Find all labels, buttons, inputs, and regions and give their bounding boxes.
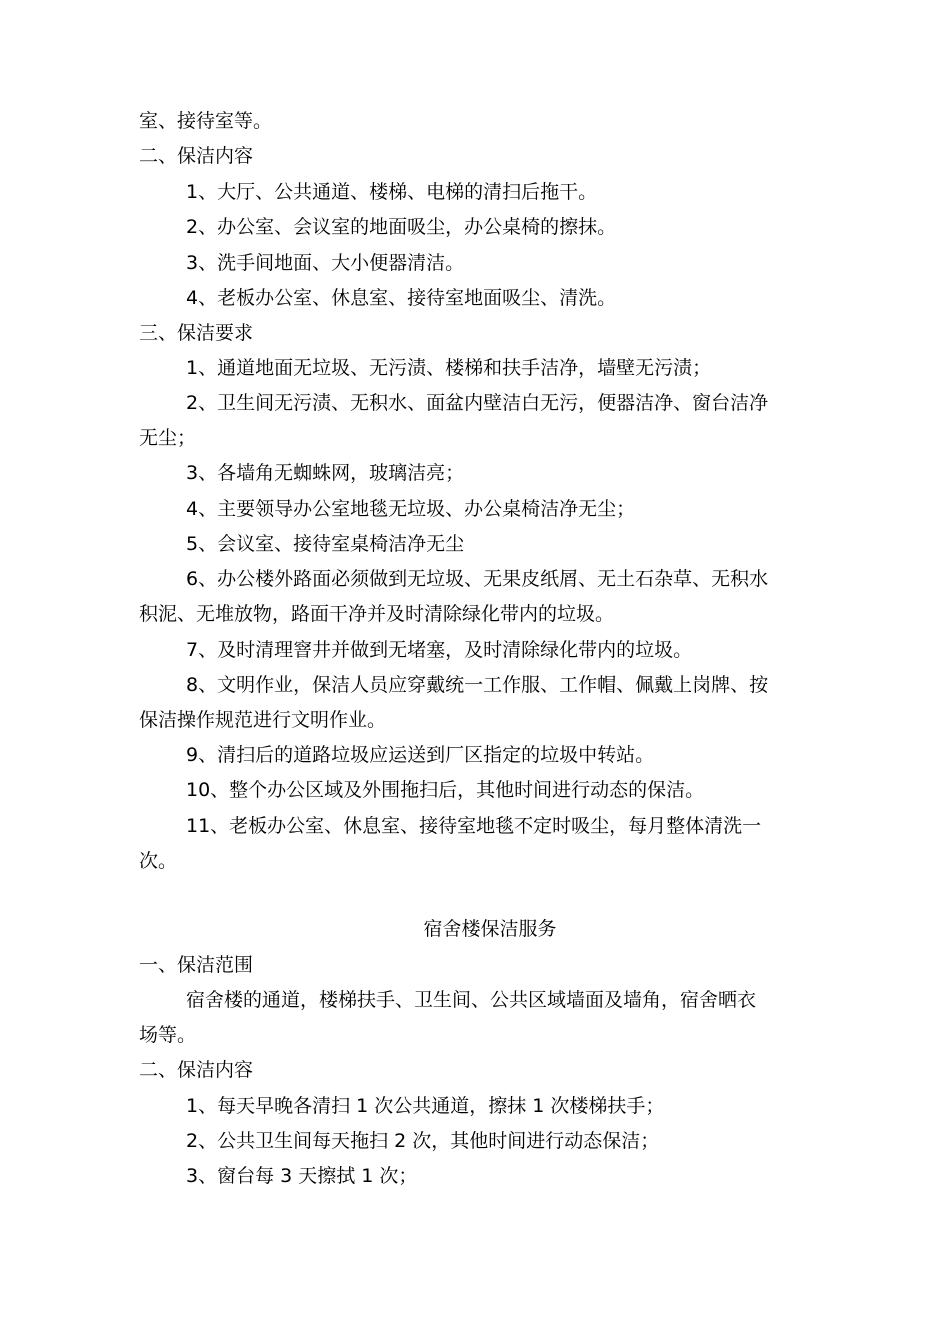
list-item: 5、会议室、接待室桌椅洁净无尘 [186,533,465,555]
section-heading: 三、保洁要求 [139,322,254,344]
list-item-continuation: 积泥、无堆放物，路面干净并及时清除绿化带内的垃圾。 [139,603,615,625]
text-line: 室、接待室等。 [139,110,273,132]
list-item-continuation: 次。 [139,850,178,872]
section-heading: 二、保洁内容 [139,145,254,167]
list-item-continuation: 无尘； [139,427,197,449]
paragraph-continuation: 场等。 [139,1024,197,1046]
list-item: 3、窗台每 3 天擦拭 1 次； [186,1165,418,1187]
section-title: 宿舍楼保洁服务 [423,918,557,940]
list-item: 9、清扫后的道路垃圾应运送到厂区指定的垃圾中转站。 [186,744,655,766]
list-item: 4、主要领导办公室地毯无垃圾、办公桌椅洁净无尘； [186,498,636,520]
list-item: 3、各墙角无蜘蛛网，玻璃洁亮； [186,462,465,484]
list-item: 1、通道地面无垃圾、无污渍、楼梯和扶手洁净，墙壁无污渍； [186,357,712,379]
list-item: 3、洗手间地面、大小便器清洁。 [186,252,465,274]
list-item: 10、整个办公区域及外围拖扫后，其他时间进行动态的保洁。 [186,779,705,801]
list-item: 7、及时清理窨井并做到无堵塞，及时清除绿化带内的垃圾。 [186,639,693,661]
list-item: 4、老板办公室、休息室、接待室地面吸尘、清洗。 [186,287,617,309]
list-item: 11、老板办公室、休息室、接待室地毯不定时吸尘，每月整体清洗一 [186,815,762,837]
list-item: 1、每天早晚各清扫 1 次公共通道，擦抹 1 次楼梯扶手； [186,1095,665,1117]
list-item: 6、办公楼外路面必须做到无垃圾、无果皮纸屑、无土石杂草、无积水 [186,568,769,590]
section-heading: 二、保洁内容 [139,1059,254,1081]
list-item: 2、卫生间无污渍、无积水、面盆内壁洁白无污，便器洁净、窗台洁净 [186,392,769,414]
section-heading: 一、保洁范围 [139,954,254,976]
list-item: 8、文明作业，保洁人员应穿戴统一工作服、工作帽、佩戴上岗牌、按 [186,674,769,696]
paragraph: 宿舍楼的通道，楼梯扶手、卫生间、公共区域墙面及墙角，宿舍晒衣 [186,989,757,1011]
list-item-continuation: 保洁操作规范进行文明作业。 [139,709,387,731]
list-item: 2、公共卫生间每天拖扫 2 次，其他时间进行动态保洁； [186,1130,660,1152]
list-item: 1、大厅、公共通道、楼梯、电梯的清扫后拖干。 [186,181,598,203]
list-item: 2、办公室、会议室的地面吸尘，办公桌椅的擦抹。 [186,216,617,238]
